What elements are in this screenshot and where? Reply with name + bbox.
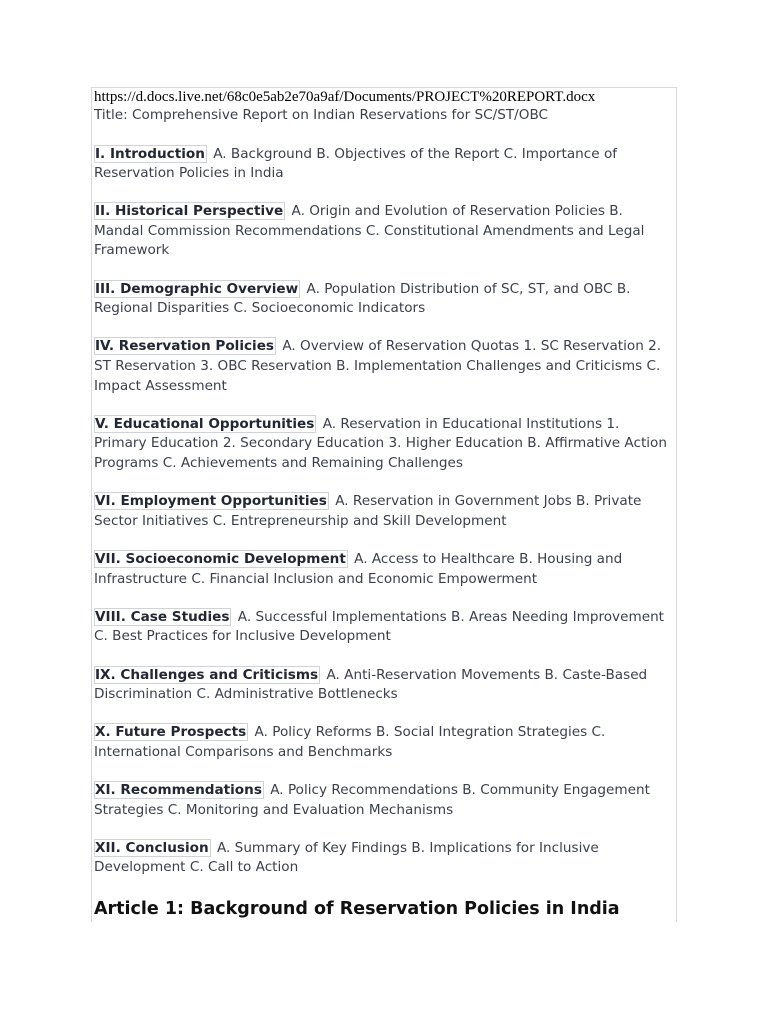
outline-section-12 — [94, 839, 674, 878]
outline-section-8 — [94, 608, 674, 647]
section-heading-link[interactable]: VI. Employment Opportunities — [95, 493, 327, 510]
section-text: A. Overview of Reservation Quotas 1. SC Reservation 2. ST Reservation 3. OBC Reservation B. Implementation Challenges and Criticisms C. Impact Assessment — [94, 338, 662, 394]
outline-section-2 — [94, 202, 674, 261]
section-heading-link[interactable]: I. Introduction — [95, 145, 205, 162]
outline-section-11 — [94, 781, 674, 820]
article-heading: Article 1: Background of Reservation Policies in India — [94, 898, 620, 919]
section-heading-link[interactable]: VII. Socioeconomic Development — [95, 550, 346, 567]
outline-section-4 — [94, 337, 674, 396]
section-heading-link[interactable]: IX. Challenges and Criticisms — [95, 666, 319, 683]
section-text: A. Access to Healthcare B. Housing and Infrastructure C. Financial Inclusion and Economic Empowerment — [94, 550, 623, 587]
document-page — [91, 87, 677, 922]
section-text: A. Successful Implementations B. Areas Needing Improvement C. Best Practices for Inclusive Development — [94, 608, 665, 645]
section-text: A. Summary of Key Findings B. Implications for Inclusive Development C. Call to Action — [94, 839, 599, 876]
section-heading-link[interactable]: X. Future Prospects — [95, 724, 247, 741]
section-heading-link[interactable]: III. Demographic Overview — [95, 280, 299, 297]
section-text: A. Anti-Reservation Movements B. Caste-Based Discrimination C. Administrative Bottlenecks — [94, 666, 648, 703]
section-text: A. Policy Recommendations B. Community Engagement Strategies C. Monitoring and Evaluation Mechanisms — [94, 782, 650, 818]
document-url[interactable]: https://d.docs.live.net/68c0e5ab2e70a9af/Documents/PROJECT%20REPORT.docx — [94, 89, 596, 105]
section-heading-link[interactable]: XII. Conclusion — [95, 839, 209, 856]
section-heading-link[interactable]: II. Historical Perspective — [95, 203, 284, 220]
section-text: A. Origin and Evolution of Reservation Policies B. Mandal Commission Recommendations C. Constitutional Amendments and Legal Framework — [94, 203, 645, 259]
section-text: A. Policy Reforms B. Social Integration Strategies C. International Comparisons and Benchmarks — [94, 724, 606, 760]
section-heading-link[interactable]: V. Educational Opportunities — [95, 415, 315, 432]
section-text: A. Background B. Objectives of the Report C. Importance of Reservation Policies in India — [94, 145, 618, 182]
section-heading-link[interactable]: VIII. Case Studies — [95, 608, 230, 625]
section-text: A. Reservation in Government Jobs B. Private Sector Initiatives C. Entrepreneurship and Skill Development — [94, 493, 642, 529]
section-text: A. Population Distribution of SC, ST, and OBC B. Regional Disparities C. Socioeconomic Indicators — [94, 280, 631, 317]
outline-section-5 — [94, 415, 674, 474]
outline-section-1 — [94, 145, 674, 184]
outline-section-9 — [94, 666, 674, 705]
section-heading-link[interactable]: XI. Recommendations — [95, 782, 262, 799]
outline-section-6 — [94, 492, 674, 531]
section-heading-link[interactable]: IV. Reservation Policies — [95, 338, 275, 355]
outline-section-10 — [94, 723, 674, 762]
outline-section-7 — [94, 550, 674, 589]
document-title-line: Title: Comprehensive Report on Indian Reservations for SC/ST/OBC — [94, 107, 549, 123]
outline-section-3 — [94, 280, 674, 319]
section-text: A. Reservation in Educational Institutions 1. Primary Education 2. Secondary Education 3. Higher Education B. Affirmative Action Programs C. Achievements and Remaining Challenges — [94, 415, 667, 471]
